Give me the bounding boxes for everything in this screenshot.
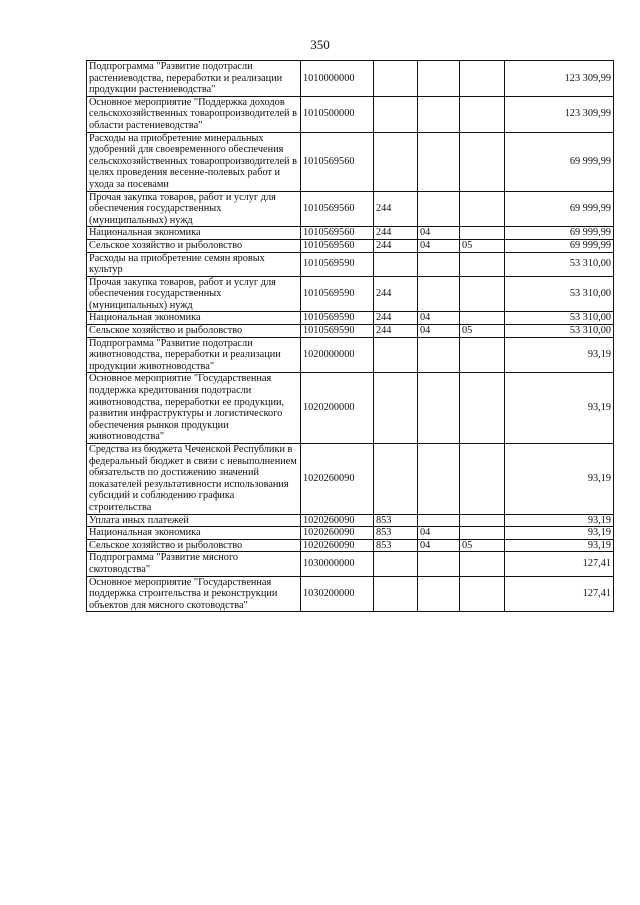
row-amount-cell: 127,41 — [505, 552, 614, 576]
row-name-cell: Основное мероприятие "Государственная поддержка кредитования подотрасли животноводства, переработки ее продукции, развития инфраструктуры и логистического обеспечения рынков продукции животноводства" — [87, 373, 301, 444]
row-vr-cell — [374, 444, 418, 515]
row-csr-cell: 1010000000 — [301, 61, 374, 97]
row-csr-cell: 1010569590 — [301, 252, 374, 276]
row-rz-cell — [418, 552, 460, 576]
row-vr-cell: 853 — [374, 514, 418, 527]
row-vr-cell — [374, 373, 418, 444]
row-pr-cell — [460, 527, 505, 540]
row-csr-cell: 1010569590 — [301, 325, 374, 338]
row-rz-cell — [418, 444, 460, 515]
table-row — [87, 227, 614, 240]
table-row — [87, 325, 614, 338]
row-name-cell: Подпрограмма "Развитие подотрасли животноводства, переработки и реализации продукции животноводства" — [87, 337, 301, 373]
row-pr-cell — [460, 444, 505, 515]
row-csr-cell: 1020260090 — [301, 539, 374, 552]
row-rz-cell — [418, 252, 460, 276]
row-vr-cell: 244 — [374, 191, 418, 227]
row-csr-cell: 1020260090 — [301, 527, 374, 540]
row-name-cell: Расходы на приобретение минеральных удобрений для своевременного обеспечения сельскохозяйственных товаропроизводителей в целях проведения весенне-полевых работ и ухода за посевами — [87, 132, 301, 191]
table-row — [87, 337, 614, 373]
row-rz-cell — [418, 132, 460, 191]
row-amount-cell: 93,19 — [505, 527, 614, 540]
row-pr-cell — [460, 61, 505, 97]
budget-table-body — [87, 61, 614, 612]
row-vr-cell: 244 — [374, 239, 418, 252]
row-amount-cell: 69 999,99 — [505, 227, 614, 240]
row-vr-cell: 853 — [374, 539, 418, 552]
row-csr-cell: 1010569560 — [301, 132, 374, 191]
row-amount-cell: 69 999,99 — [505, 132, 614, 191]
row-amount-cell: 123 309,99 — [505, 61, 614, 97]
row-rz-cell: 04 — [418, 325, 460, 338]
row-csr-cell: 1020260090 — [301, 444, 374, 515]
table-row — [87, 444, 614, 515]
row-rz-cell: 04 — [418, 539, 460, 552]
row-name-cell: Основное мероприятие "Государственная поддержка строительства и реконструкции объектов для мясного скотоводства" — [87, 576, 301, 612]
row-amount-cell: 127,41 — [505, 576, 614, 612]
row-vr-cell — [374, 576, 418, 612]
row-name-cell: Сельское хозяйство и рыболовство — [87, 325, 301, 338]
row-vr-cell — [374, 132, 418, 191]
row-csr-cell: 1030000000 — [301, 552, 374, 576]
row-pr-cell — [460, 514, 505, 527]
row-vr-cell: 244 — [374, 276, 418, 312]
row-csr-cell: 1010569560 — [301, 191, 374, 227]
row-vr-cell — [374, 96, 418, 132]
row-name-cell: Расходы на приобретение семян яровых культур — [87, 252, 301, 276]
row-vr-cell: 853 — [374, 527, 418, 540]
row-pr-cell — [460, 96, 505, 132]
row-name-cell: Основное мероприятие "Поддержка доходов сельскохозяйственных товаропроизводителей в области растениеводства" — [87, 96, 301, 132]
row-vr-cell: 244 — [374, 325, 418, 338]
row-name-cell: Подпрограмма "Развитие подотрасли растениеводства, переработки и реализации продукции растениеводства" — [87, 61, 301, 97]
row-name-cell: Прочая закупка товаров, работ и услуг для обеспечения государственных (муниципальных) нужд — [87, 276, 301, 312]
row-vr-cell: 244 — [374, 312, 418, 325]
table-row — [87, 373, 614, 444]
row-name-cell: Прочая закупка товаров, работ и услуг для обеспечения государственных (муниципальных) нужд — [87, 191, 301, 227]
row-csr-cell: 1020000000 — [301, 337, 374, 373]
row-rz-cell — [418, 514, 460, 527]
row-vr-cell — [374, 552, 418, 576]
row-name-cell: Национальная экономика — [87, 527, 301, 540]
row-pr-cell: 05 — [460, 239, 505, 252]
row-name-cell: Сельское хозяйство и рыболовство — [87, 239, 301, 252]
table-row — [87, 252, 614, 276]
row-pr-cell — [460, 312, 505, 325]
table-row — [87, 61, 614, 97]
row-amount-cell: 93,19 — [505, 539, 614, 552]
table-row — [87, 527, 614, 540]
row-pr-cell — [460, 337, 505, 373]
row-vr-cell: 244 — [374, 227, 418, 240]
row-name-cell: Подпрограмма "Развитие мясного скотоводства" — [87, 552, 301, 576]
table-row — [87, 312, 614, 325]
row-rz-cell: 04 — [418, 239, 460, 252]
row-csr-cell: 1010569560 — [301, 239, 374, 252]
row-name-cell: Средства из бюджета Чеченской Республики в федеральный бюджет в связи с невыполнением обязательств по достижению значений показателей результативности использования субсидий и соблюдению графика строительства — [87, 444, 301, 515]
table-row — [87, 191, 614, 227]
row-pr-cell — [460, 576, 505, 612]
row-rz-cell: 04 — [418, 527, 460, 540]
table-row — [87, 96, 614, 132]
row-rz-cell — [418, 276, 460, 312]
row-pr-cell: 05 — [460, 539, 505, 552]
table-row — [87, 576, 614, 612]
row-amount-cell: 93,19 — [505, 444, 614, 515]
row-amount-cell: 93,19 — [505, 373, 614, 444]
row-rz-cell — [418, 373, 460, 444]
row-amount-cell: 53 310,00 — [505, 325, 614, 338]
row-csr-cell: 1020260090 — [301, 514, 374, 527]
row-csr-cell: 1010569590 — [301, 276, 374, 312]
table-row — [87, 239, 614, 252]
row-vr-cell — [374, 337, 418, 373]
row-amount-cell: 53 310,00 — [505, 276, 614, 312]
row-pr-cell: 05 — [460, 325, 505, 338]
table-row — [87, 514, 614, 527]
row-pr-cell — [460, 191, 505, 227]
row-amount-cell: 123 309,99 — [505, 96, 614, 132]
row-csr-cell: 1010500000 — [301, 96, 374, 132]
row-amount-cell: 69 999,99 — [505, 191, 614, 227]
row-pr-cell — [460, 227, 505, 240]
row-amount-cell: 53 310,00 — [505, 252, 614, 276]
row-rz-cell — [418, 61, 460, 97]
row-rz-cell: 04 — [418, 312, 460, 325]
row-csr-cell: 1020200000 — [301, 373, 374, 444]
row-csr-cell: 1010569560 — [301, 227, 374, 240]
row-csr-cell: 1030200000 — [301, 576, 374, 612]
row-pr-cell — [460, 132, 505, 191]
row-rz-cell — [418, 337, 460, 373]
row-name-cell: Сельское хозяйство и рыболовство — [87, 539, 301, 552]
row-name-cell: Уплата иных платежей — [87, 514, 301, 527]
table-row — [87, 132, 614, 191]
budget-table — [86, 60, 614, 612]
row-vr-cell — [374, 61, 418, 97]
row-pr-cell — [460, 552, 505, 576]
row-amount-cell: 93,19 — [505, 514, 614, 527]
row-amount-cell: 93,19 — [505, 337, 614, 373]
row-rz-cell: 04 — [418, 227, 460, 240]
row-name-cell: Национальная экономика — [87, 312, 301, 325]
row-name-cell: Национальная экономика — [87, 227, 301, 240]
table-row — [87, 276, 614, 312]
row-csr-cell: 1010569590 — [301, 312, 374, 325]
row-pr-cell — [460, 276, 505, 312]
row-rz-cell — [418, 191, 460, 227]
row-amount-cell: 69 999,99 — [505, 239, 614, 252]
row-pr-cell — [460, 373, 505, 444]
table-row — [87, 552, 614, 576]
row-rz-cell — [418, 96, 460, 132]
page-number: 350 — [310, 37, 330, 52]
row-amount-cell: 53 310,00 — [505, 312, 614, 325]
row-vr-cell — [374, 252, 418, 276]
row-pr-cell — [460, 252, 505, 276]
row-rz-cell — [418, 576, 460, 612]
table-row — [87, 539, 614, 552]
